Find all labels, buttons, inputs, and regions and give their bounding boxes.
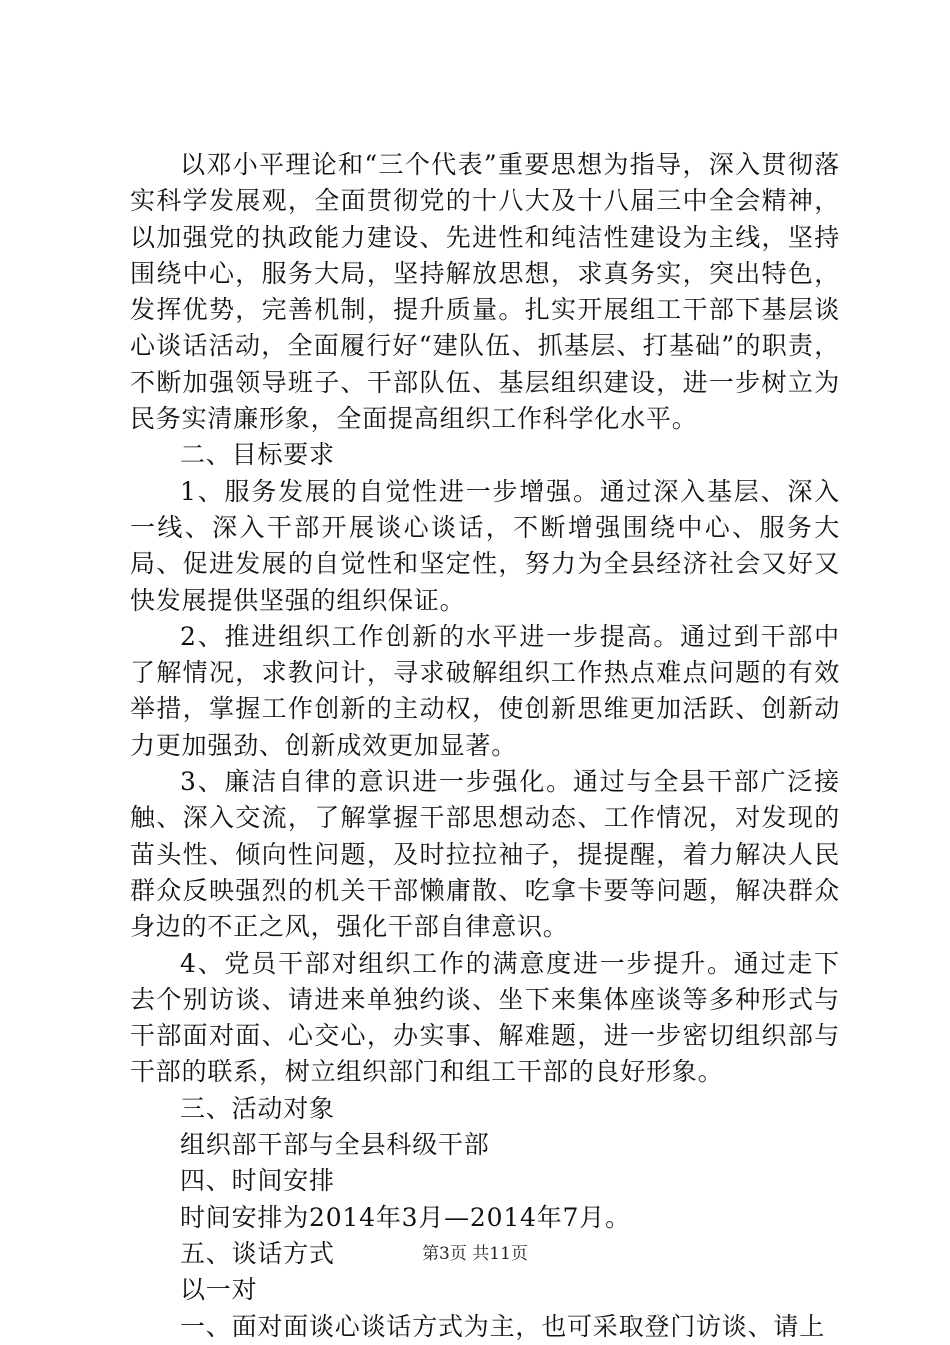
paragraph-participants: 组织部干部与全县科级干部 (180, 1130, 490, 1160)
paragraph-goal-4: 4、党员干部对组织工作的满意度进一步提升。通过走下去个别访谈、请进来单独约谈、坐下来集体座谈等多种形式与干部面对面、心交心，办实事、解难题，进一步密切组织部与干部的联系，树立组织部门和组工干部的良好形象。 (130, 948, 840, 1087)
paragraph-guiding-ideology: 以邓小平理论和“三个代表”重要思想为指导，深入贯彻落实科学发展观，全面贯彻党的十八大及十八届三中全会精神，以加强党的执政能力建设、先进性和纯洁性建设为主线，坚持围绕中心，服务大局，坚持解放思想，求真务实，突出特色，发挥优势，完善机制，提升质量。扎实开展组工干部下基层谈心谈话活动，全面履行好“建队伍、抓基层、打基础”的职责，不断加强领导班子、干部队伍、基层组织建设，进一步树立为民务实清廉形象，全面提高组织工作科学化水平。 (130, 150, 840, 434)
heading-schedule: 四、时间安排 (180, 1166, 335, 1196)
heading-talk-method: 五、谈话方式 (180, 1238, 335, 1268)
paragraph-goal-2: 2、推进组织工作创新的水平进一步提高。通过到干部中了解情况，求教问计，寻求破解组织工作热点难点问题的有效举措，掌握工作创新的主动权，使创新思维更加活跃、创新动力更加强劲、创新成效更加显著。 (130, 621, 840, 760)
heading-goals: 二、目标要求 (180, 440, 335, 470)
paragraph-talk-method-fragment: 以一对 (180, 1275, 258, 1305)
heading-participants: 三、活动对象 (180, 1093, 335, 1123)
paragraph-schedule: 时间安排为2014年3月—2014年7月。 (180, 1202, 631, 1232)
paragraph-goal-3: 3、廉洁自律的意识进一步强化。通过与全县干部广泛接触、深入交流，了解掌握干部思想动态、工作情况，对发现的苗头性、倾向性问题，及时拉拉袖子，提提醒，着力解决人民群众反映强烈的机关干部懒庸散、吃拿卡要等问题，解决群众身边的不正之风，强化干部自律意识。 (130, 767, 840, 942)
page-number-footer: 第3页 共11页 (422, 1244, 528, 1264)
paragraph-goal-1: 1、服务发展的自觉性进一步增强。通过深入基层、深入一线、深入干部开展谈心谈话，不断增强围绕中心、服务大局、促进发展的自觉性和坚定性，努力为全县经济社会又好又快发展提供坚强的组织保证。 (130, 476, 840, 615)
document-body (130, 147, 840, 1345)
paragraph-talk-method: 一、面对面谈心谈话方式为主，也可采取登门访谈、请上 (180, 1311, 826, 1341)
